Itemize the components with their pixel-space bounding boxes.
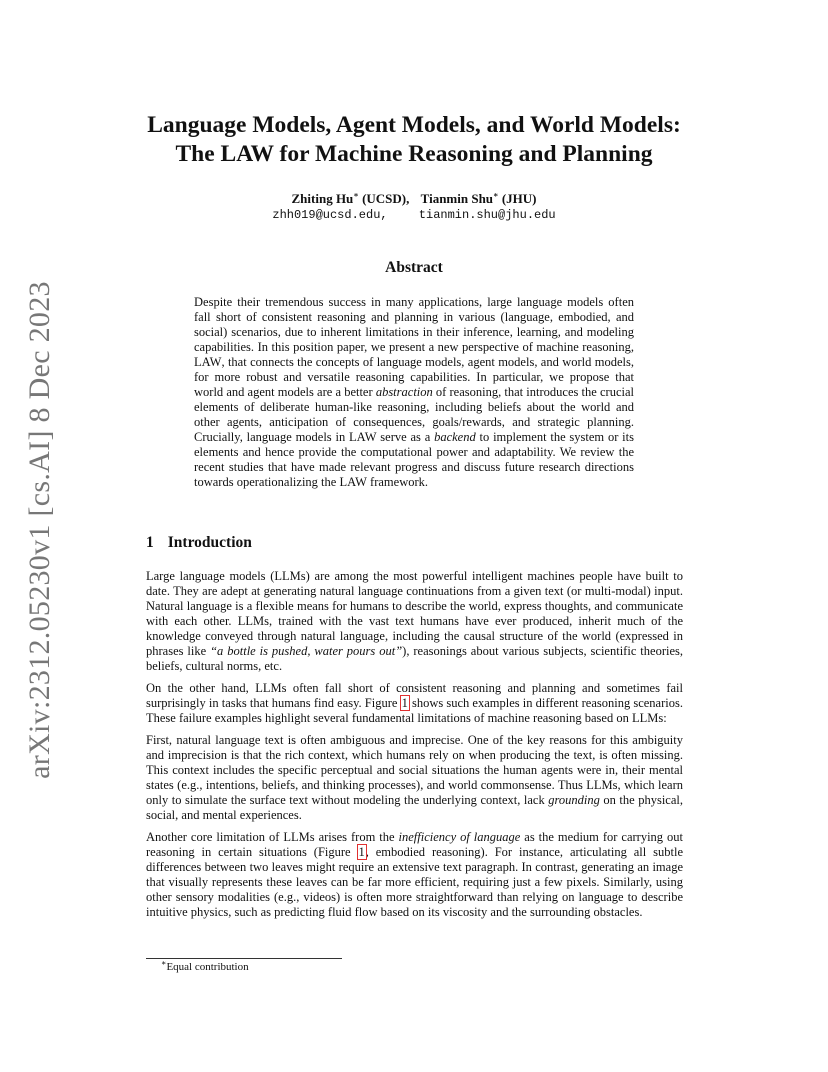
author-block [120,190,708,224]
author-names [120,190,708,207]
paragraph-3 [146,733,683,823]
abstract-text [194,295,634,490]
author-2 [421,191,537,206]
author-1 [292,191,410,206]
paragraph-text: First, natural language text is often ambiguous and imprecise. One of the key reasons for this ambiguity and imprecision is that the rich context, which humans rely on when producing the text, is often missing. This context includes the specific perceptual and social situations the human agents were in, their mental states (e.g., intentions, beliefs, and thinking processes), and world commonsense. Thus LLMs, which learn only to simulate the surface text without modeling the underlying context, lack [146,733,683,807]
footnote [161,958,249,973]
abstract-part: framework. [366,475,429,489]
abstraction-term: abstraction [375,385,433,399]
section-heading [146,534,252,552]
title-line-1: Language Models, Agent Models, and World Models: [147,112,681,138]
paragraph-2 [146,681,683,726]
author-2-name: Tianmin Shu [420,191,494,206]
abstract-part: Despite their tremendous success in many applications, large language models often fall short of consistent reasoning and planning in various (language, embodied, and social) scenarios, due to inherent limitations in their inference, learning, and modeling capabilities. In this position paper, we present a new perspective of machine reasoning, [194,295,634,354]
section-title: Introduction [167,534,252,551]
email-1[interactable]: zhh019@ucsd.edu, [272,208,388,222]
abstract-part: of reasoning, that introduces the crucial elements of deliberate human-like reasoning, including beliefs about the world and other agents, anticipation of consequences, goals/rewards, and strategic planning. Crucially, language models in [194,385,634,444]
paper-title [120,111,708,169]
author-2-mark: ∗ [493,190,499,200]
paragraph-text: Large language models (LLMs) are among the most powerful intelligent machines people have built to date. They are adept at generating natural language continuations from a given text (or multi-modal) input. Natural language is a flexible means for humans to describe the world, express thoughts, and communicate with each other. LLMs, trained with the vast text humans have ever produced, inherit much of the knowledge conveyed through natural language, including the causal structure of the world (expressed in phrases like [146,569,683,658]
footnote-divider [146,958,342,959]
paragraph-text: on the physical, social, and mental experiences. [146,793,683,822]
title-line-2: The LAW for Machine Reasoning and Planning [175,141,653,167]
section-number: 1 [146,534,154,551]
author-1-affiliation: (UCSD), [362,191,410,206]
paragraph-text: On the other hand, LLMs often fall short of consistent reasoning and planning and sometimes fail surprisingly in tasks that humans find easy. Figure [146,681,683,710]
law-term: LAW [194,355,222,369]
quote-phrase: “a bottle is pushed, water pours out” [210,644,403,658]
paragraph-text: ), reasonings about various subjects, scientific theories, beliefs, cultural norms, etc. [146,644,683,673]
paragraph-text: , embodied reasoning). For instance, articulating all subtle differences between two leaves might require an extensive text paragraph. In contrast, generating an image that visually represents these leaves can be far more efficient, requiring just a few pixels. Similarly, using other sensory modalities (e.g., videos) is often more straightforward than relying on language to describe intuitive physics, such as predicting fluid flow based on its viscosity and the surrounding obstacles. [146,845,683,919]
section-body [146,569,683,927]
arxiv-sidebar-stamp [20,281,60,779]
author-emails [120,207,708,224]
paragraph-1 [146,569,683,674]
arxiv-id: arXiv:2312.05230v1 [cs.AI] 8 Dec 2023 [23,281,57,779]
figure-ref-link[interactable]: 1 [358,845,365,859]
law-term: LAW [339,475,367,489]
paragraph-4 [146,830,683,920]
inefficiency-term: inefficiency of language [398,830,521,844]
author-1-name: Zhiting Hu [291,191,354,206]
grounding-term: grounding [548,793,600,807]
footnote-mark: ∗ [161,958,167,968]
paragraph-text: Another core limitation of LLMs arises from the [146,830,399,844]
abstract-part: to implement the system or its elements and hence provide the computational power and adaptability. We review the recent studies that have made relevant progress and discuss future research directions towards operationalizing the [194,430,634,489]
backend-term: backend [434,430,476,444]
footnote-text: Equal contribution [166,961,249,973]
email-2[interactable]: tianmin.shu@jhu.edu [418,208,556,222]
abstract-heading: Abstract [385,259,443,276]
paragraph-text: as the medium for carrying out reasoning in certain situations (Figure [146,830,683,859]
abstract-part: serve as a [376,430,435,444]
author-1-mark: ∗ [353,190,359,200]
author-2-affiliation: (JHU) [501,191,537,206]
law-term: LAW [349,430,377,444]
abstract-part: , that connects the concepts of language models, agent models, and world models, for more robust and versatile reasoning capabilities. In particular, we propose that world and agent models are a better [194,355,634,399]
paragraph-text: shows such examples in different reasoning scenarios. These failure examples highlight several fundamental limitations of machine reasoning based on LLMs: [146,696,683,725]
figure-ref-link[interactable]: 1 [401,696,408,710]
